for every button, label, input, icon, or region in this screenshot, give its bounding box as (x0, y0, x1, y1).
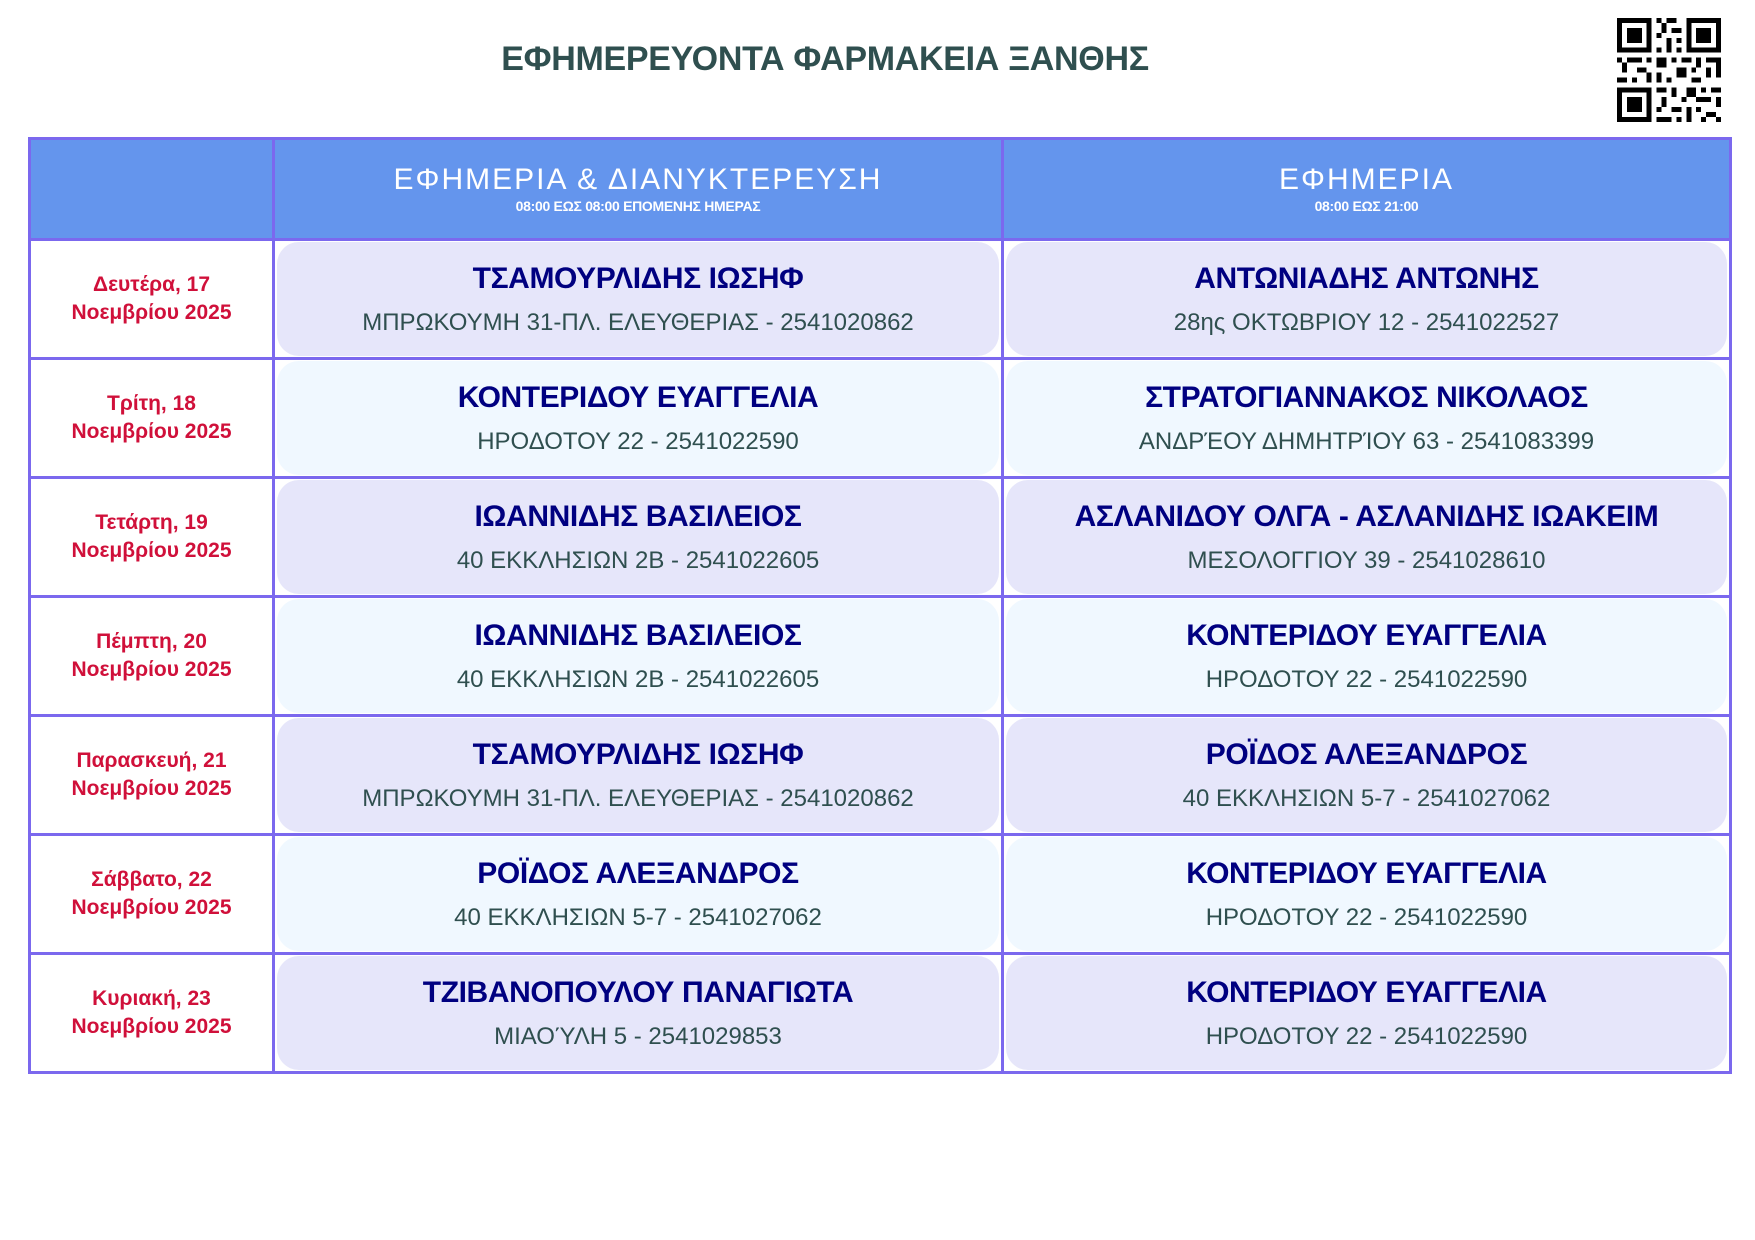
pharmacy-address: ΜΠΡΩΚΟΥΜΗ 31-ΠΛ. ΕΛΕΥΘΕΡΙΑΣ - 2541020862 (362, 309, 914, 336)
pharmacy-card (277, 599, 999, 713)
pharmacy-card (277, 718, 999, 832)
pharmacy-name: ΣΤΡΑΤΟΓΙΑΝΝΑΚΟΣ ΝΙΚΟΛΑΟΣ (1145, 381, 1588, 414)
day-duty-cell (1003, 716, 1731, 835)
month-year-label: Νοεμβρίου 2025 (71, 539, 232, 562)
pharmacy-card (1006, 361, 1727, 475)
day-label: Τρίτη, 18 (107, 392, 196, 415)
pharmacy-card (277, 361, 999, 475)
night-duty-cell (274, 359, 1003, 478)
pharmacy-card (1006, 480, 1727, 594)
day-label: Κυριακή, 23 (92, 987, 211, 1010)
date-cell (30, 954, 274, 1073)
night-duty-cell (274, 240, 1003, 359)
pharmacy-address: 40 ΕΚΚΛΗΣΙΩΝ 2Β - 2541022605 (456, 666, 820, 693)
column-title: ΕΦΗΜΕΡΙΑ (1279, 163, 1454, 196)
date-cell (30, 597, 274, 716)
day-duty-cell (1003, 478, 1731, 597)
page-title: ΕΦΗΜΕΡΕΥΟΝΤΑ ΦΑΡΜΑΚΕΙΑ ΞΑΝΘΗΣ (501, 40, 1149, 78)
column-title: ΕΦΗΜΕΡΙΑ & ΔΙΑΝΥΚΤΕΡΕΥΣΗ (393, 163, 883, 196)
pharmacy-name: ΚΟΝΤΕΡΙΔΟΥ ΕΥΑΓΓΕΛΙΑ (457, 381, 819, 414)
date-cell (30, 835, 274, 954)
pharmacy-card (277, 837, 999, 951)
month-year-label: Νοεμβρίου 2025 (71, 301, 232, 324)
day-duty-cell (1003, 359, 1731, 478)
pharmacy-card (1006, 242, 1727, 356)
table-row (30, 954, 1731, 1073)
pharmacy-address: 28ης ΟΚΤΩΒΡΙΟΥ 12 - 2541022527 (1173, 309, 1560, 336)
night-duty-column-header (274, 139, 1003, 240)
day-duty-cell (1003, 240, 1731, 359)
day-duty-cell (1003, 954, 1731, 1073)
pharmacy-address: ΗΡΟΔΟΤΟΥ 22 - 2541022590 (1205, 666, 1528, 693)
month-year-label: Νοεμβρίου 2025 (71, 896, 232, 919)
month-year-label: Νοεμβρίου 2025 (71, 1015, 232, 1038)
pharmacy-card (1006, 599, 1727, 713)
day-duty-cell (1003, 597, 1731, 716)
pharmacy-address: 40 ΕΚΚΛΗΣΙΩΝ 5-7 - 2541027062 (1182, 785, 1551, 812)
pharmacy-address: 40 ΕΚΚΛΗΣΙΩΝ 5-7 - 2541027062 (454, 904, 822, 931)
day-label: Πέμπτη, 20 (96, 630, 207, 653)
day-label: Σάββατο, 22 (91, 868, 212, 891)
pharmacy-name: ΚΟΝΤΕΡΙΔΟΥ ΕΥΑΓΓΕΛΙΑ (1186, 857, 1547, 890)
date-column-header (30, 139, 274, 240)
pharmacy-name: ΡΟΪΔΟΣ ΑΛΕΞΑΝΔΡΟΣ (1205, 738, 1528, 771)
table-row (30, 240, 1731, 359)
pharmacy-address: ΑΝΔΡΈΟΥ ΔΗΜΗΤΡΊΟΥ 63 - 2541083399 (1138, 428, 1595, 455)
day-label: Τετάρτη, 19 (95, 511, 208, 534)
date-cell (30, 359, 274, 478)
table-row (30, 716, 1731, 835)
day-duty-column-header (1003, 139, 1731, 240)
pharmacy-card (1006, 718, 1727, 832)
night-duty-cell (274, 478, 1003, 597)
date-cell (30, 716, 274, 835)
date-cell (30, 478, 274, 597)
duty-schedule-table (28, 137, 1732, 1074)
pharmacy-name: ΤΣΑΜΟΥΡΛΙΔΗΣ ΙΩΣΗΦ (472, 262, 804, 295)
pharmacy-name: ΚΟΝΤΕΡΙΔΟΥ ΕΥΑΓΓΕΛΙΑ (1186, 976, 1547, 1009)
night-duty-cell (274, 835, 1003, 954)
pharmacy-name: ΙΩΑΝΝΙΔΗΣ ΒΑΣΙΛΕΙΟΣ (474, 500, 802, 533)
pharmacy-card (1006, 837, 1727, 951)
pharmacy-address: ΗΡΟΔΟΤΟΥ 22 - 2541022590 (1205, 1023, 1528, 1050)
pharmacy-name: ΚΟΝΤΕΡΙΔΟΥ ΕΥΑΓΓΕΛΙΑ (1186, 619, 1547, 652)
day-label: Δευτέρα, 17 (92, 273, 211, 296)
pharmacy-name: ΤΖΙΒΑΝΟΠΟΥΛΟΥ ΠΑΝΑΓΙΩΤΑ (422, 976, 854, 1009)
pharmacy-address: ΗΡΟΔΟΤΟΥ 22 - 2541022590 (1205, 904, 1528, 931)
column-subtitle: 08:00 ΕΩΣ 21:00 (1314, 198, 1419, 214)
table-row (30, 597, 1731, 716)
night-duty-cell (274, 954, 1003, 1073)
night-duty-cell (274, 716, 1003, 835)
pharmacy-card (277, 956, 999, 1070)
month-year-label: Νοεμβρίου 2025 (71, 420, 232, 443)
date-cell (30, 240, 274, 359)
table-header-row (30, 139, 1731, 240)
pharmacy-address: ΜΠΡΩΚΟΥΜΗ 31-ΠΛ. ΕΛΕΥΘΕΡΙΑΣ - 2541020862 (362, 785, 914, 812)
day-duty-cell (1003, 835, 1731, 954)
pharmacy-name: ΡΟΪΔΟΣ ΑΛΕΞΑΝΔΡΟΣ (477, 857, 799, 890)
month-year-label: Νοεμβρίου 2025 (71, 658, 232, 681)
table-row (30, 478, 1731, 597)
pharmacy-name: ΑΝΤΩΝΙΑΔΗΣ ΑΝΤΩΝΗΣ (1194, 262, 1539, 295)
pharmacy-name: ΑΣΛΑΝΙΔΟΥ ΟΛΓΑ - ΑΣΛΑΝΙΔΗΣ ΙΩΑΚΕΙΜ (1074, 500, 1659, 533)
night-duty-cell (274, 597, 1003, 716)
day-label: Παρασκευή, 21 (76, 749, 227, 772)
pharmacy-name: ΤΣΑΜΟΥΡΛΙΔΗΣ ΙΩΣΗΦ (472, 738, 804, 771)
pharmacy-name: ΙΩΑΝΝΙΔΗΣ ΒΑΣΙΛΕΙΟΣ (474, 619, 802, 652)
column-subtitle: 08:00 ΕΩΣ 08:00 ΕΠΟΜΕΝΗΣ ΗΜΕΡΑΣ (515, 198, 761, 214)
qr-code-icon (1617, 18, 1721, 122)
pharmacy-address: ΜΕΣΟΛΟΓΓΙΟΥ 39 - 2541028610 (1187, 547, 1546, 574)
pharmacy-address: ΗΡΟΔΟΤΟΥ 22 - 2541022590 (477, 428, 799, 455)
pharmacy-address: ΜΙΑΟΎΛΗ 5 - 2541029853 (494, 1023, 782, 1050)
table-row (30, 359, 1731, 478)
pharmacy-card (277, 242, 999, 356)
pharmacy-card (277, 480, 999, 594)
pharmacy-card (1006, 956, 1727, 1070)
pharmacy-address: 40 ΕΚΚΛΗΣΙΩΝ 2Β - 2541022605 (456, 547, 820, 574)
month-year-label: Νοεμβρίου 2025 (71, 777, 232, 800)
table-row (30, 835, 1731, 954)
